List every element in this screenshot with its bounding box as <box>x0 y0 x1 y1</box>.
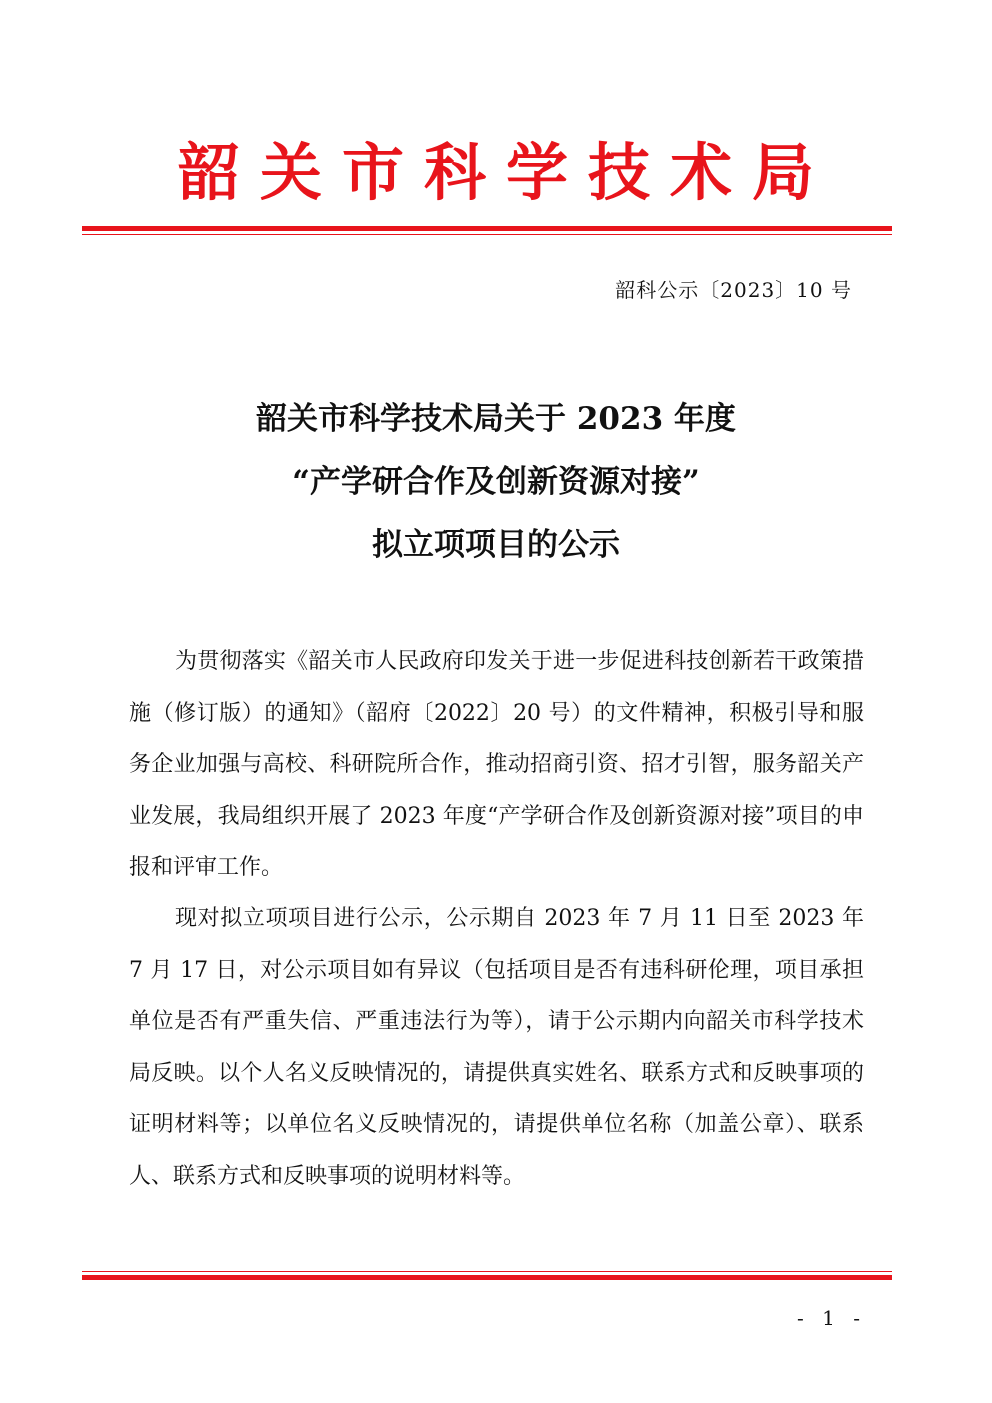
title-line-3: 拟立项项目的公示 <box>372 527 620 563</box>
page-number: - 1 - <box>797 1306 866 1330</box>
document-title <box>0 388 992 577</box>
header-divider-thick <box>82 226 892 231</box>
footer-divider-thin <box>82 1271 892 1272</box>
body-paragraph-2: 现对拟立项项目进行公示，公示期自 2023 年 7 月 11 日至 2023 年 7 月 17 日，对公示项目如有异议（包括项目是否有违科研伦理，项目承担单位是否有严重失信、严重违法行为等），请于公示期内向韶关市科学技术局反映。以个人名义反映情况的，请提供真实姓名、联系方式和反映事项的证明材料等；以单位名义反映情况的，请提供单位名称（加盖公章）、联系人、联系方式和反映事项的说明材料等。 <box>129 906 864 1189</box>
footer-divider-thick <box>82 1275 892 1280</box>
title-line-2: “产学研合作及创新资源对接” <box>292 464 700 500</box>
document-number: 韶科公示〔2023〕10 号 <box>615 278 852 302</box>
agency-header: 韶关市科学技术局 <box>177 136 834 209</box>
header-divider-thin <box>82 234 892 235</box>
body-paragraph-1: 为贯彻落实《韶关市人民政府印发关于进一步促进科技创新若干政策措施（修订版）的通知》（韶府〔2022〕20 号）的文件精神，积极引导和服务企业加强与高校、科研院所合作，推动招商引资、招才引智，服务韶关产业发展，我局组织开展了 2023 年度“产学研合作及创新资源对接”项目的申报和评审工作。 <box>129 649 864 880</box>
title-line-1: 韶关市科学技术局关于 2023 年度 <box>256 401 736 437</box>
